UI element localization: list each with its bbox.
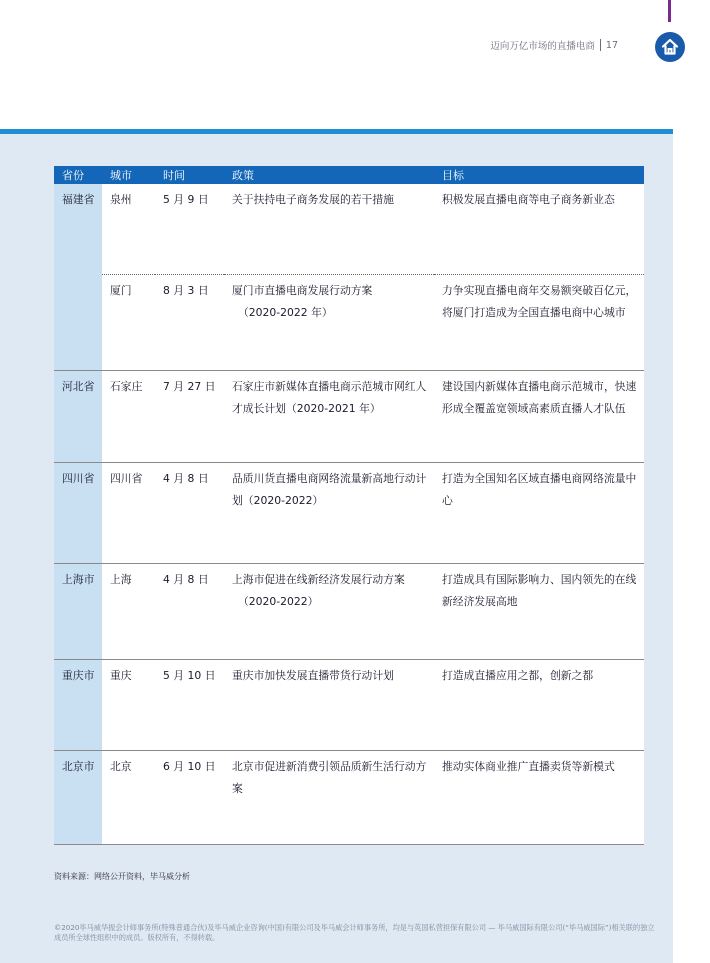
policy-cell: 石家庄市新媒体直播电商示范城市网红人才成长计划（2020-2021 年） <box>224 371 434 463</box>
policy-years: （2020-2022） <box>238 595 319 608</box>
province-cell: 重庆市 <box>54 660 102 751</box>
policy-cell <box>224 564 434 660</box>
city-cell: 四川省 <box>102 463 155 564</box>
date-cell: 4 月 8 日 <box>155 564 224 660</box>
city-cell: 泉州 <box>102 184 155 275</box>
goal-cell: 推动实体商业推广直播卖货等新模式 <box>434 751 644 845</box>
date-cell: 8 月 3 日 <box>155 275 224 371</box>
header-province: 省份 <box>54 166 102 184</box>
policy-cell <box>224 184 434 275</box>
city-cell: 厦门 <box>102 275 155 371</box>
city-cell: 石家庄 <box>102 371 155 463</box>
policy-text: 厦门市直播电商发展行动方案 <box>232 284 373 297</box>
table-row <box>54 371 644 463</box>
goal-cell: 打造为全国知名区域直播电商网络流量中心 <box>434 463 644 564</box>
header-city: 城市 <box>102 166 155 184</box>
table-row <box>54 463 644 564</box>
goal-cell: 打造成直播应用之都，创新之都 <box>434 660 644 751</box>
table-row <box>54 275 644 371</box>
policy-years: （2020-2022 年） <box>238 306 333 319</box>
policy-text: 关于扶持电子商务发展的若干措施 <box>232 193 394 206</box>
date-cell: 5 月 10 日 <box>155 660 224 751</box>
page-number: 17 <box>605 39 618 51</box>
table-row <box>54 660 644 751</box>
goal-cell: 建设国内新媒体直播电商示范城市，快速形成全覆盖宽领域高素质直播人才队伍 <box>434 371 644 463</box>
city-cell: 上海 <box>102 564 155 660</box>
province-cell: 福建省 <box>54 184 102 371</box>
header-policy: 政策 <box>224 166 434 184</box>
province-cell: 上海市 <box>54 564 102 660</box>
date-cell: 7 月 27 日 <box>155 371 224 463</box>
policy-cell <box>224 275 434 371</box>
goal-cell: 力争实现直播电商年交易额突破百亿元，将厦门打造成为全国直播电商中心城市 <box>434 275 644 371</box>
home-button[interactable] <box>655 32 685 62</box>
policy-cell: 重庆市加快发展直播带货行动计划 <box>224 660 434 751</box>
policy-cell: 北京市促进新消费引领品质新生活行动方案 <box>224 751 434 845</box>
table-header-row <box>54 166 644 184</box>
date-cell: 6 月 10 日 <box>155 751 224 845</box>
home-icon <box>660 37 680 57</box>
policy-cell: 品质川货直播电商网络流量新高地行动计划（2020-2022） <box>224 463 434 564</box>
province-cell: 四川省 <box>54 463 102 564</box>
city-cell: 重庆 <box>102 660 155 751</box>
goal-cell: 打造成具有国际影响力、国内领先的在线新经济发展高地 <box>434 564 644 660</box>
header-separator <box>600 39 601 51</box>
city-cell: 北京 <box>102 751 155 845</box>
header-title: 迈向万亿市场的直播电商 <box>490 41 595 52</box>
table-row <box>54 751 644 845</box>
goal-cell: 积极发展直播电商等电子商务新业态 <box>434 184 644 275</box>
province-cell: 河北省 <box>54 371 102 463</box>
date-cell: 5 月 9 日 <box>155 184 224 275</box>
province-cell: 北京市 <box>54 751 102 845</box>
date-cell: 4 月 8 日 <box>155 463 224 564</box>
header-date: 时间 <box>155 166 224 184</box>
policy-text: 上海市促进在线新经济发展行动方案 <box>232 573 405 586</box>
top-accent-line <box>668 0 671 22</box>
source-note: 资料来源：网络公开资料，毕马威分析 <box>54 872 190 881</box>
header-goal: 目标 <box>434 166 644 184</box>
table-row <box>54 184 644 275</box>
table-row <box>54 564 644 660</box>
policy-table <box>54 166 644 845</box>
copyright-footer: ©2020毕马威华振会计师事务所(特殊普通合伙)及毕马威企业咨询(中国)有限公司及毕马威会计师事务所，均是与英国私营担保有限公司 — 毕马威国际有限公司(“毕马威国际”)相关联的独立成员所全球性组织中的成员。版权所有，不得转载。 <box>54 923 655 942</box>
running-header <box>490 38 618 52</box>
